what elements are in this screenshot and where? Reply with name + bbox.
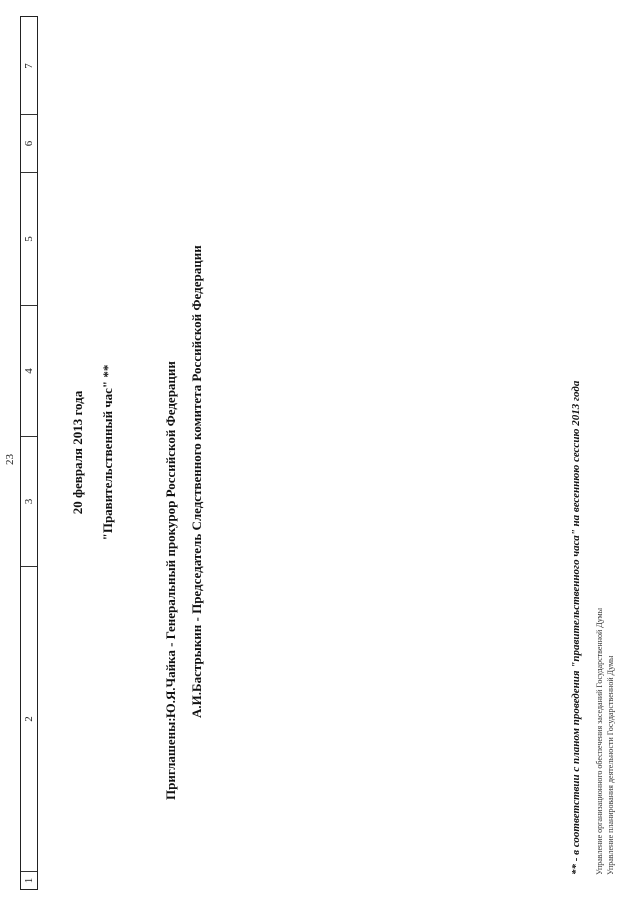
invited-row-2 (184, 245, 210, 800)
invited-row-1 (158, 245, 184, 800)
column-header-4: 4 (21, 305, 37, 436)
page-number: 23 (4, 454, 16, 465)
fine-print-1: Управление организационного обеспечения заседаний Государственной Думы (595, 607, 604, 875)
column-header-3: 3 (21, 436, 37, 566)
invited-person-2: А.И.Бастрыкин - Председатель Следственного комитета Российской Федерации (189, 245, 204, 718)
column-header-5: 5 (21, 172, 37, 305)
invited-person-1: Ю.Я.Чайка - Генеральный прокурор Российской Федерации (163, 361, 178, 718)
column-header-1: 1 (21, 871, 37, 889)
footnote: ** - в соответствии с планом проведения "правительственного часа" на весеннюю сессию 2013 года (570, 380, 582, 875)
column-header-7: 7 (23, 63, 35, 69)
column-header-table (20, 16, 38, 890)
fine-print-2: Управление планирования деятельности Государственной Думы (606, 655, 615, 875)
column-header-6: 6 (21, 114, 37, 172)
invited-label: Приглашены: (163, 717, 178, 800)
column-header-2: 2 (21, 566, 37, 871)
session-date: 20 февраля 2013 года (70, 390, 85, 515)
invited-block (158, 245, 210, 800)
government-hour-title: "Правительственный час" ** (100, 364, 115, 541)
